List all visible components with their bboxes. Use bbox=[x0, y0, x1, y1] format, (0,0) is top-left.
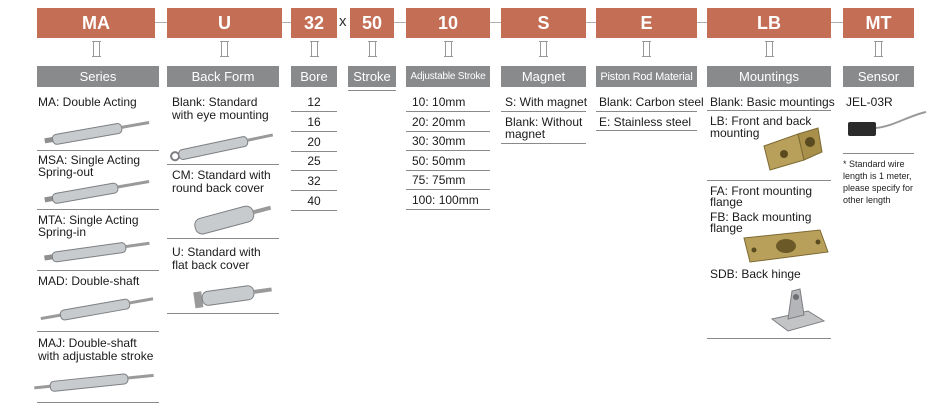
series-divider bbox=[37, 402, 159, 403]
adjustable-stroke-divider bbox=[406, 131, 490, 132]
mounting-divider bbox=[707, 338, 831, 339]
adjustable-stroke-item: 100: 100mm bbox=[412, 193, 479, 207]
header-bore: Bore bbox=[291, 66, 337, 87]
mounting-divider bbox=[707, 180, 831, 181]
mounting-fa-line2: flange bbox=[710, 195, 743, 209]
magnet-divider bbox=[501, 111, 586, 112]
sensor-image bbox=[846, 108, 928, 150]
connector bbox=[875, 41, 882, 57]
code-back-form: U bbox=[167, 8, 282, 38]
sensor-note: please specify for bbox=[843, 183, 914, 193]
code-bore: 32 bbox=[291, 8, 337, 38]
cylinder-image bbox=[190, 278, 274, 312]
back-form-cm: CM: Standard with bbox=[172, 168, 271, 182]
adjustable-stroke-item: 75: 75mm bbox=[412, 173, 466, 187]
back-form-u-line2: flat back cover bbox=[172, 258, 250, 272]
sensor-note: * Standard wire bbox=[843, 159, 905, 169]
bore-divider bbox=[291, 210, 337, 211]
flange-image bbox=[740, 228, 830, 264]
bore-item: 20 bbox=[307, 135, 321, 149]
bore-item: 40 bbox=[307, 194, 321, 208]
mounting-divider bbox=[707, 110, 831, 111]
mounting-fa: FA: Front mounting bbox=[710, 184, 813, 198]
cylinder-image bbox=[42, 117, 154, 147]
back-form-divider bbox=[167, 238, 279, 239]
times-sign: x bbox=[339, 13, 347, 30]
back-form-divider bbox=[167, 164, 279, 165]
connector bbox=[445, 41, 452, 57]
code-separator bbox=[394, 22, 406, 23]
mounting-fb: FB: Back mounting bbox=[710, 210, 812, 224]
code-separator bbox=[155, 22, 167, 23]
back-form-divider bbox=[167, 313, 279, 314]
magnet-divider bbox=[501, 143, 586, 144]
connector bbox=[540, 41, 547, 57]
bore-divider bbox=[291, 151, 337, 152]
cylinder-image bbox=[42, 176, 154, 206]
code-adjustable-stroke: 10 bbox=[406, 8, 490, 38]
header-mountings: Mountings bbox=[707, 66, 831, 87]
connector bbox=[221, 41, 228, 57]
connector bbox=[93, 41, 100, 57]
series-divider bbox=[37, 150, 159, 151]
series-divider bbox=[37, 209, 159, 210]
adjustable-stroke-item: 10: 10mm bbox=[412, 95, 466, 109]
cylinder-image bbox=[42, 237, 154, 265]
bore-divider bbox=[291, 111, 337, 112]
series-item-msa: MSA: Single Acting bbox=[38, 153, 141, 167]
magnet-item-s: S: With magnet bbox=[505, 95, 588, 109]
series-item-ma: MA: Double Acting bbox=[38, 95, 137, 109]
code-mountings: LB bbox=[707, 8, 831, 38]
cylinder-image bbox=[190, 198, 274, 238]
header-back-form: Back Form bbox=[167, 66, 279, 87]
series-item-mad: MAD: Double-shaft bbox=[38, 274, 140, 288]
code-separator bbox=[282, 22, 291, 23]
header-series: Series bbox=[37, 66, 159, 87]
bore-divider bbox=[291, 131, 337, 132]
mounting-blank: Blank: Basic mountings bbox=[710, 95, 835, 109]
header-stroke: Stroke bbox=[348, 66, 396, 87]
adjustable-stroke-item: 30: 30mm bbox=[412, 134, 466, 148]
bore-divider bbox=[291, 190, 337, 191]
series-item-maj-line2: with adjustable stroke bbox=[38, 349, 154, 363]
connector bbox=[643, 41, 650, 57]
back-form-blank: Blank: Standard bbox=[172, 95, 258, 109]
series-item-mta-line2: Spring-in bbox=[38, 225, 87, 239]
code-piston-rod-material: E bbox=[596, 8, 697, 38]
adjustable-stroke-divider bbox=[406, 150, 490, 151]
header-magnet: Magnet bbox=[501, 66, 586, 87]
header-adjustable-stroke: Adjustable Stroke bbox=[406, 66, 490, 87]
cylinder-image bbox=[34, 366, 156, 398]
piston-rod-item-blank: Blank: Carbon steel bbox=[599, 95, 704, 109]
bore-item: 25 bbox=[307, 154, 321, 168]
adjustable-stroke-divider bbox=[406, 170, 490, 171]
code-separator bbox=[831, 22, 843, 23]
code-magnet: S bbox=[501, 8, 586, 38]
sensor-note: length is 1 meter, bbox=[843, 171, 912, 181]
connector bbox=[766, 41, 773, 57]
adjustable-stroke-divider bbox=[406, 111, 490, 112]
series-item-msa-line2: Spring-out bbox=[38, 165, 94, 179]
bore-item: 16 bbox=[307, 115, 321, 129]
mounting-lb: LB: Front and back bbox=[710, 114, 812, 128]
code-separator bbox=[490, 22, 501, 23]
mounting-lb-line2: mounting bbox=[710, 126, 760, 140]
code-separator bbox=[697, 22, 707, 23]
bore-divider bbox=[291, 170, 337, 171]
back-form-blank-line2: with eye mounting bbox=[172, 108, 269, 122]
series-divider bbox=[37, 270, 159, 271]
header-piston-rod-material: Piston Rod Material bbox=[596, 66, 697, 87]
header-sensor: Sensor bbox=[843, 66, 914, 87]
mounting-sdb: SDB: Back hinge bbox=[710, 267, 801, 281]
piston-rod-item-e: E: Stainless steel bbox=[599, 115, 692, 129]
sensor-divider bbox=[843, 153, 914, 154]
series-item-maj: MAJ: Double-shaft bbox=[38, 336, 137, 350]
mounting-fb-line2: flange bbox=[710, 221, 743, 235]
adjustable-stroke-item: 50: 50mm bbox=[412, 154, 466, 168]
bore-item: 12 bbox=[307, 95, 321, 109]
back-form-u: U: Standard with bbox=[172, 245, 261, 259]
sensor-note: other length bbox=[843, 195, 891, 205]
series-divider bbox=[37, 331, 159, 332]
piston-rod-divider bbox=[596, 130, 697, 131]
magnet-item-blank-line2: magnet bbox=[505, 127, 546, 141]
stroke-divider bbox=[348, 90, 396, 91]
code-separator bbox=[586, 22, 596, 23]
code-stroke: 50 bbox=[350, 8, 394, 38]
cylinder-image bbox=[40, 293, 156, 325]
cylinder-image bbox=[168, 130, 278, 162]
foot-bracket-image bbox=[758, 124, 828, 174]
adjustable-stroke-item: 20: 20mm bbox=[412, 115, 466, 129]
bore-item: 32 bbox=[307, 174, 321, 188]
connector bbox=[369, 41, 376, 57]
series-item-mta: MTA: Single Acting bbox=[38, 213, 139, 227]
piston-rod-divider bbox=[596, 111, 697, 112]
code-sensor: MT bbox=[843, 8, 914, 38]
sensor-model: JEL-03R bbox=[846, 95, 893, 109]
adjustable-stroke-divider bbox=[406, 189, 490, 190]
back-form-cm-line2: round back cover bbox=[172, 181, 265, 195]
magnet-item-blank: Blank: Without bbox=[505, 115, 583, 129]
connector bbox=[311, 41, 318, 57]
adjustable-stroke-divider bbox=[406, 209, 490, 210]
back-hinge-image bbox=[768, 283, 828, 333]
code-series: MA bbox=[37, 8, 155, 38]
